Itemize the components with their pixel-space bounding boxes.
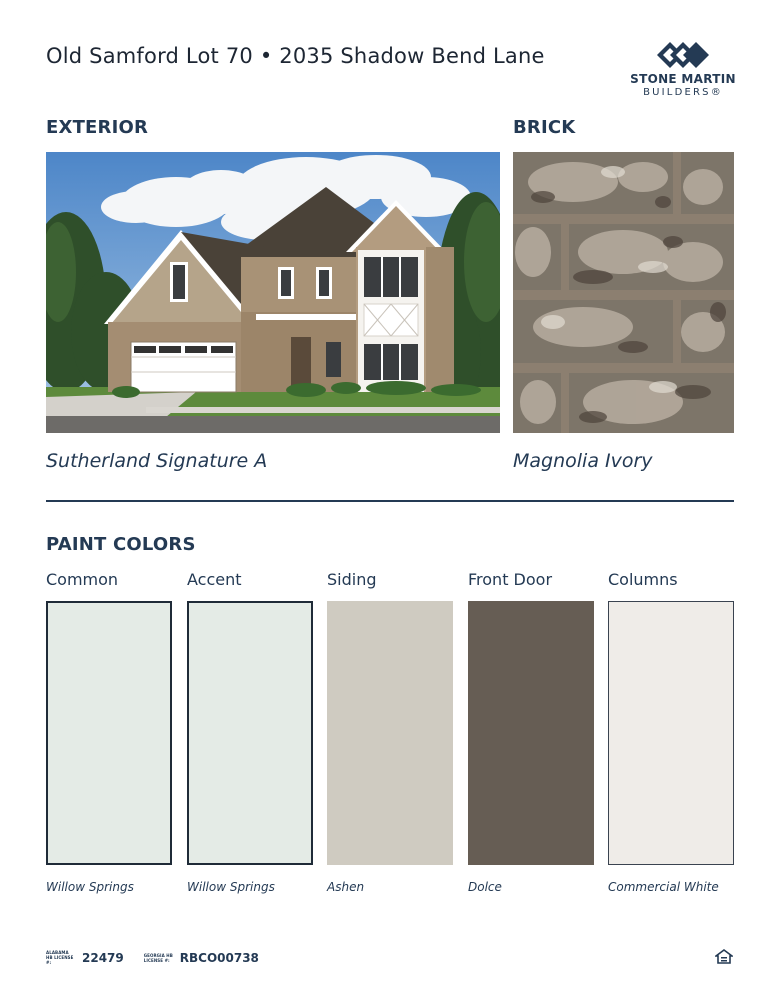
- license2-label: GEORGIA HB LICENSE #:: [143, 952, 173, 963]
- swatch-name-columns: Commercial White: [608, 880, 719, 894]
- swatch-accent: [187, 601, 313, 865]
- swatch-label-accent: Accent: [187, 570, 242, 589]
- logo-diamond-icon: [657, 42, 709, 68]
- brick-caption: Magnolia Ivory: [513, 450, 653, 472]
- logo-line1: STONE MARTIN: [630, 72, 736, 86]
- exterior-caption: Sutherland Signature A: [46, 450, 268, 472]
- swatch-columns: [608, 601, 734, 865]
- swatch-front-door: [468, 601, 594, 865]
- stone-martin-logo: [628, 42, 738, 98]
- swatch-label-common: Common: [46, 570, 119, 589]
- swatch-name-siding: Ashen: [327, 880, 365, 894]
- license1-number: 22479: [82, 950, 124, 965]
- swatch-label-front-door: Front Door: [468, 570, 553, 589]
- license-footer: [46, 950, 273, 965]
- license1-label: ALABAMA HB LICENSE #:: [46, 950, 74, 965]
- brick-sample-image: [513, 152, 734, 433]
- exterior-heading: EXTERIOR: [46, 117, 149, 138]
- paint-colors-heading: PAINT COLORS: [46, 534, 196, 555]
- swatch-label-columns: Columns: [608, 570, 678, 589]
- swatch-name-accent: Willow Springs: [187, 880, 275, 894]
- logo-line2: BUILDERS®: [643, 87, 723, 98]
- page-title: Old Samford Lot 70 • 2035 Shadow Bend Lane: [46, 44, 545, 68]
- swatch-name-common: Willow Springs: [46, 880, 134, 894]
- exterior-house-image: [46, 152, 500, 433]
- swatch-siding: [327, 601, 453, 865]
- section-divider: [46, 500, 734, 502]
- equal-housing-icon: [715, 949, 733, 968]
- swatch-common: [46, 601, 172, 865]
- swatch-label-siding: Siding: [327, 570, 377, 589]
- license2-number: RBCO00738: [179, 950, 259, 965]
- brick-heading: BRICK: [513, 117, 576, 138]
- swatch-name-front-door: Dolce: [468, 880, 502, 894]
